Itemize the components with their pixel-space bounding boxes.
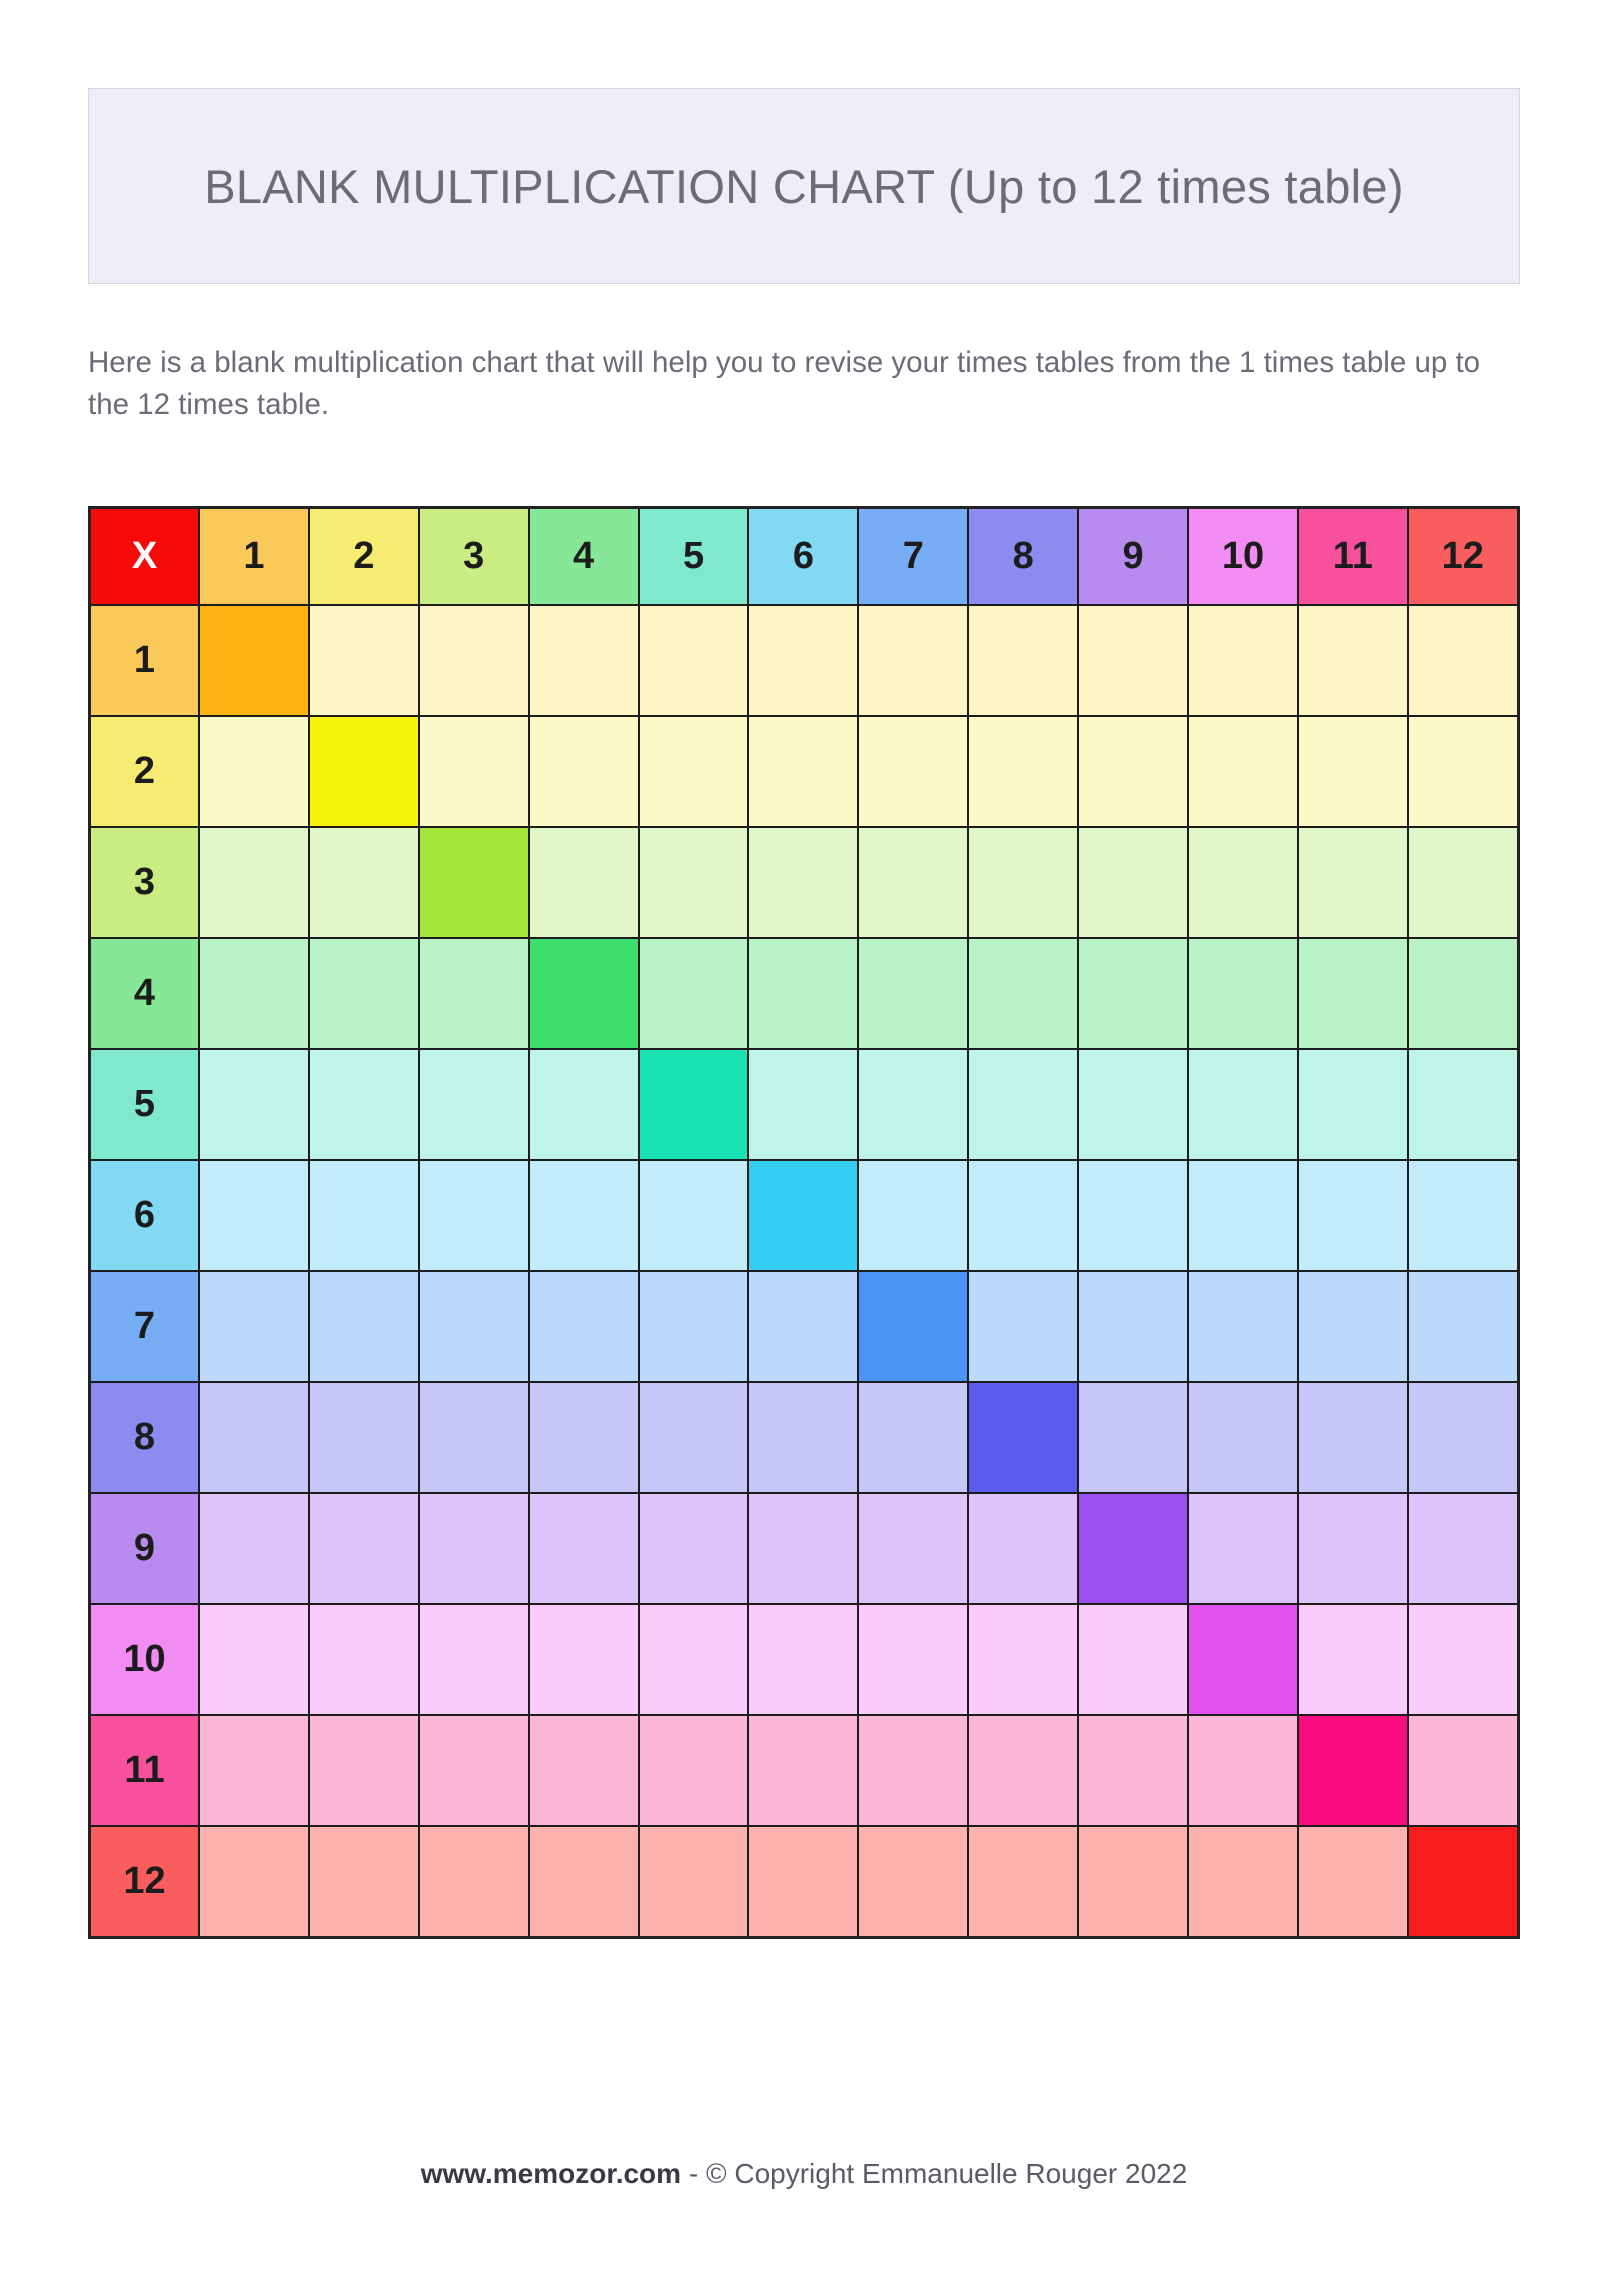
chart-cell-11x4[interactable] [529, 1715, 639, 1826]
chart-cell-9x10[interactable] [1188, 1493, 1298, 1604]
chart-cell-1x6[interactable] [748, 605, 858, 716]
chart-cell-10x8[interactable] [968, 1604, 1078, 1715]
chart-row [90, 605, 1519, 716]
chart-cell-11x1[interactable] [199, 1715, 309, 1826]
chart-cell-8x1[interactable] [199, 1382, 309, 1493]
footer [0, 2158, 1608, 2190]
chart-cell-6x1[interactable] [199, 1160, 309, 1271]
chart-cell-1x10[interactable] [1188, 605, 1298, 716]
chart-column-header-9: 9 [1078, 508, 1188, 606]
chart-row-header-6: 6 [90, 1160, 200, 1271]
chart-column-header-6: 6 [748, 508, 858, 606]
chart-cell-1x3[interactable] [419, 605, 529, 716]
page-title: BLANK MULTIPLICATION CHART (Up to 12 times table) [204, 159, 1404, 213]
chart-row-header-5: 5 [90, 1049, 200, 1160]
chart-cell-9x9[interactable] [1078, 1493, 1188, 1604]
intro-text: Here is a blank multiplication chart that will help you to revise your times tables from the 1 times table up to the 12 times table. [88, 346, 1481, 421]
chart-row-header-10: 10 [90, 1604, 200, 1715]
chart-cell-7x4[interactable] [529, 1271, 639, 1382]
chart-cell-9x6[interactable] [748, 1493, 858, 1604]
chart-cell-6x7[interactable] [858, 1160, 968, 1271]
chart-cell-7x11[interactable] [1298, 1271, 1408, 1382]
chart-column-header-7: 7 [858, 508, 968, 606]
chart-cell-8x9[interactable] [1078, 1382, 1188, 1493]
chart-cell-3x7[interactable] [858, 827, 968, 938]
chart-cell-5x2[interactable] [309, 1049, 419, 1160]
chart-cell-4x1[interactable] [199, 938, 309, 1049]
chart-cell-10x9[interactable] [1078, 1604, 1188, 1715]
chart-cell-2x7[interactable] [858, 716, 968, 827]
chart-cell-8x10[interactable] [1188, 1382, 1298, 1493]
chart-row [90, 1493, 1519, 1604]
chart-cell-3x12[interactable] [1408, 827, 1518, 938]
chart-cell-2x6[interactable] [748, 716, 858, 827]
chart-column-header-5: 5 [639, 508, 749, 606]
chart-cell-2x3[interactable] [419, 716, 529, 827]
chart-cell-7x9[interactable] [1078, 1271, 1188, 1382]
chart-cell-10x5[interactable] [639, 1604, 749, 1715]
chart-cell-7x5[interactable] [639, 1271, 749, 1382]
chart-cell-12x11[interactable] [1298, 1826, 1408, 1938]
chart-row [90, 1715, 1519, 1826]
chart-cell-10x3[interactable] [419, 1604, 529, 1715]
chart-cell-8x11[interactable] [1298, 1382, 1408, 1493]
footer-copyright: © Copyright Emmanuelle Rouger 2022 [705, 2158, 1188, 2189]
chart-cell-10x2[interactable] [309, 1604, 419, 1715]
chart-row-header-1: 1 [90, 605, 200, 716]
chart-cell-6x6[interactable] [748, 1160, 858, 1271]
chart-row [90, 1160, 1519, 1271]
chart-cell-4x8[interactable] [968, 938, 1078, 1049]
chart-row [90, 827, 1519, 938]
chart-cell-2x9[interactable] [1078, 716, 1188, 827]
chart-table [88, 506, 1520, 1939]
chart-cell-12x12[interactable] [1408, 1826, 1518, 1938]
chart-cell-11x6[interactable] [748, 1715, 858, 1826]
chart-cell-10x6[interactable] [748, 1604, 858, 1715]
chart-cell-7x1[interactable] [199, 1271, 309, 1382]
chart-cell-11x8[interactable] [968, 1715, 1078, 1826]
title-banner [88, 88, 1520, 284]
chart-cell-10x1[interactable] [199, 1604, 309, 1715]
chart-cell-3x6[interactable] [748, 827, 858, 938]
chart-cell-8x2[interactable] [309, 1382, 419, 1493]
chart-column-header-8: 8 [968, 508, 1078, 606]
chart-cell-11x11[interactable] [1298, 1715, 1408, 1826]
chart-cell-3x11[interactable] [1298, 827, 1408, 938]
chart-row-header-12: 12 [90, 1826, 200, 1938]
chart-cell-7x2[interactable] [309, 1271, 419, 1382]
chart-cell-9x4[interactable] [529, 1493, 639, 1604]
chart-cell-8x5[interactable] [639, 1382, 749, 1493]
chart-cell-12x4[interactable] [529, 1826, 639, 1938]
chart-cell-4x11[interactable] [1298, 938, 1408, 1049]
chart-cell-6x11[interactable] [1298, 1160, 1408, 1271]
chart-column-header-10: 10 [1188, 508, 1298, 606]
chart-row [90, 1826, 1519, 1938]
chart-cell-9x8[interactable] [968, 1493, 1078, 1604]
chart-cell-2x4[interactable] [529, 716, 639, 827]
chart-column-header-11: 11 [1298, 508, 1408, 606]
chart-cell-5x1[interactable] [199, 1049, 309, 1160]
chart-cell-6x9[interactable] [1078, 1160, 1188, 1271]
chart-row [90, 1382, 1519, 1493]
chart-cell-2x8[interactable] [968, 716, 1078, 827]
chart-cell-6x3[interactable] [419, 1160, 529, 1271]
chart-cell-8x3[interactable] [419, 1382, 529, 1493]
chart-cell-2x1[interactable] [199, 716, 309, 827]
chart-cell-2x11[interactable] [1298, 716, 1408, 827]
chart-cell-9x1[interactable] [199, 1493, 309, 1604]
chart-cell-12x5[interactable] [639, 1826, 749, 1938]
chart-cell-6x5[interactable] [639, 1160, 749, 1271]
chart-cell-9x12[interactable] [1408, 1493, 1518, 1604]
chart-cell-8x4[interactable] [529, 1382, 639, 1493]
chart-cell-10x7[interactable] [858, 1604, 968, 1715]
chart-cell-6x10[interactable] [1188, 1160, 1298, 1271]
chart-cell-5x4[interactable] [529, 1049, 639, 1160]
chart-row [90, 938, 1519, 1049]
chart-cell-2x2[interactable] [309, 716, 419, 827]
chart-cell-7x8[interactable] [968, 1271, 1078, 1382]
chart-cell-5x6[interactable] [748, 1049, 858, 1160]
chart-cell-7x12[interactable] [1408, 1271, 1518, 1382]
chart-cell-1x8[interactable] [968, 605, 1078, 716]
chart-row [90, 1604, 1519, 1715]
chart-row-header-8: 8 [90, 1382, 200, 1493]
chart-cell-6x12[interactable] [1408, 1160, 1518, 1271]
chart-cell-12x8[interactable] [968, 1826, 1078, 1938]
chart-row [90, 1271, 1519, 1382]
chart-row [90, 1049, 1519, 1160]
chart-cell-5x12[interactable] [1408, 1049, 1518, 1160]
chart-cell-9x7[interactable] [858, 1493, 968, 1604]
footer-separator: - [681, 2158, 706, 2189]
chart-column-header-3: 3 [419, 508, 529, 606]
chart-cell-11x7[interactable] [858, 1715, 968, 1826]
chart-cell-11x5[interactable] [639, 1715, 749, 1826]
chart-cell-7x6[interactable] [748, 1271, 858, 1382]
chart-corner-cell: X [90, 508, 200, 606]
chart-row-header-4: 4 [90, 938, 200, 1049]
chart-cell-8x12[interactable] [1408, 1382, 1518, 1493]
chart-cell-2x12[interactable] [1408, 716, 1518, 827]
chart-cell-4x6[interactable] [748, 938, 858, 1049]
chart-cell-1x9[interactable] [1078, 605, 1188, 716]
chart-cell-5x10[interactable] [1188, 1049, 1298, 1160]
chart-cell-5x7[interactable] [858, 1049, 968, 1160]
chart-cell-5x5[interactable] [639, 1049, 749, 1160]
chart-cell-10x10[interactable] [1188, 1604, 1298, 1715]
chart-cell-8x7[interactable] [858, 1382, 968, 1493]
chart-column-header-4: 4 [529, 508, 639, 606]
chart-cell-3x5[interactable] [639, 827, 749, 938]
chart-cell-12x3[interactable] [419, 1826, 529, 1938]
chart-cell-9x3[interactable] [419, 1493, 529, 1604]
chart-cell-12x6[interactable] [748, 1826, 858, 1938]
chart-cell-9x11[interactable] [1298, 1493, 1408, 1604]
chart-cell-4x10[interactable] [1188, 938, 1298, 1049]
chart-cell-1x4[interactable] [529, 605, 639, 716]
chart-cell-5x9[interactable] [1078, 1049, 1188, 1160]
chart-cell-7x3[interactable] [419, 1271, 529, 1382]
chart-cell-1x12[interactable] [1408, 605, 1518, 716]
chart-row [90, 716, 1519, 827]
chart-cell-9x2[interactable] [309, 1493, 419, 1604]
chart-cell-8x8[interactable] [968, 1382, 1078, 1493]
chart-column-header-12: 12 [1408, 508, 1518, 606]
chart-cell-5x8[interactable] [968, 1049, 1078, 1160]
chart-cell-12x10[interactable] [1188, 1826, 1298, 1938]
chart-row-header-2: 2 [90, 716, 200, 827]
chart-cell-12x9[interactable] [1078, 1826, 1188, 1938]
chart-column-header-2: 2 [309, 508, 419, 606]
chart-cell-2x10[interactable] [1188, 716, 1298, 827]
chart-row-header-11: 11 [90, 1715, 200, 1826]
chart-cell-6x4[interactable] [529, 1160, 639, 1271]
footer-site[interactable]: www.memozor.com [420, 2158, 682, 2189]
chart-cell-7x7[interactable] [858, 1271, 968, 1382]
chart-cell-7x10[interactable] [1188, 1271, 1298, 1382]
chart-cell-4x5[interactable] [639, 938, 749, 1049]
chart-cell-3x10[interactable] [1188, 827, 1298, 938]
chart-cell-1x5[interactable] [639, 605, 749, 716]
chart-cell-10x4[interactable] [529, 1604, 639, 1715]
chart-column-header-1: 1 [199, 508, 309, 606]
chart-cell-12x1[interactable] [199, 1826, 309, 1938]
chart-cell-11x2[interactable] [309, 1715, 419, 1826]
chart-cell-11x9[interactable] [1078, 1715, 1188, 1826]
chart-cell-9x5[interactable] [639, 1493, 749, 1604]
chart-header-row [90, 508, 1519, 606]
chart-cell-3x9[interactable] [1078, 827, 1188, 938]
chart-row-header-7: 7 [90, 1271, 200, 1382]
chart-cell-4x3[interactable] [419, 938, 529, 1049]
chart-cell-1x11[interactable] [1298, 605, 1408, 716]
chart-cell-12x2[interactable] [309, 1826, 419, 1938]
chart-cell-4x9[interactable] [1078, 938, 1188, 1049]
chart-cell-8x6[interactable] [748, 1382, 858, 1493]
chart-cell-4x4[interactable] [529, 938, 639, 1049]
chart-cell-1x7[interactable] [858, 605, 968, 716]
multiplication-chart [88, 506, 1491, 1939]
chart-cell-11x10[interactable] [1188, 1715, 1298, 1826]
chart-cell-6x2[interactable] [309, 1160, 419, 1271]
chart-cell-2x5[interactable] [639, 716, 749, 827]
chart-row-header-9: 9 [90, 1493, 200, 1604]
chart-cell-4x2[interactable] [309, 938, 419, 1049]
chart-cell-3x8[interactable] [968, 827, 1078, 938]
chart-cell-3x4[interactable] [529, 827, 639, 938]
chart-cell-10x11[interactable] [1298, 1604, 1408, 1715]
chart-cell-3x2[interactable] [309, 827, 419, 938]
chart-cell-11x12[interactable] [1408, 1715, 1518, 1826]
chart-cell-12x7[interactable] [858, 1826, 968, 1938]
chart-row-header-3: 3 [90, 827, 200, 938]
chart-cell-3x1[interactable] [199, 827, 309, 938]
chart-cell-4x12[interactable] [1408, 938, 1518, 1049]
chart-cell-4x7[interactable] [858, 938, 968, 1049]
chart-cell-5x11[interactable] [1298, 1049, 1408, 1160]
chart-cell-10x12[interactable] [1408, 1604, 1518, 1715]
chart-cell-11x3[interactable] [419, 1715, 529, 1826]
chart-cell-1x2[interactable] [309, 605, 419, 716]
chart-cell-5x3[interactable] [419, 1049, 529, 1160]
chart-cell-3x3[interactable] [419, 827, 529, 938]
chart-cell-1x1[interactable] [199, 605, 309, 716]
chart-cell-6x8[interactable] [968, 1160, 1078, 1271]
